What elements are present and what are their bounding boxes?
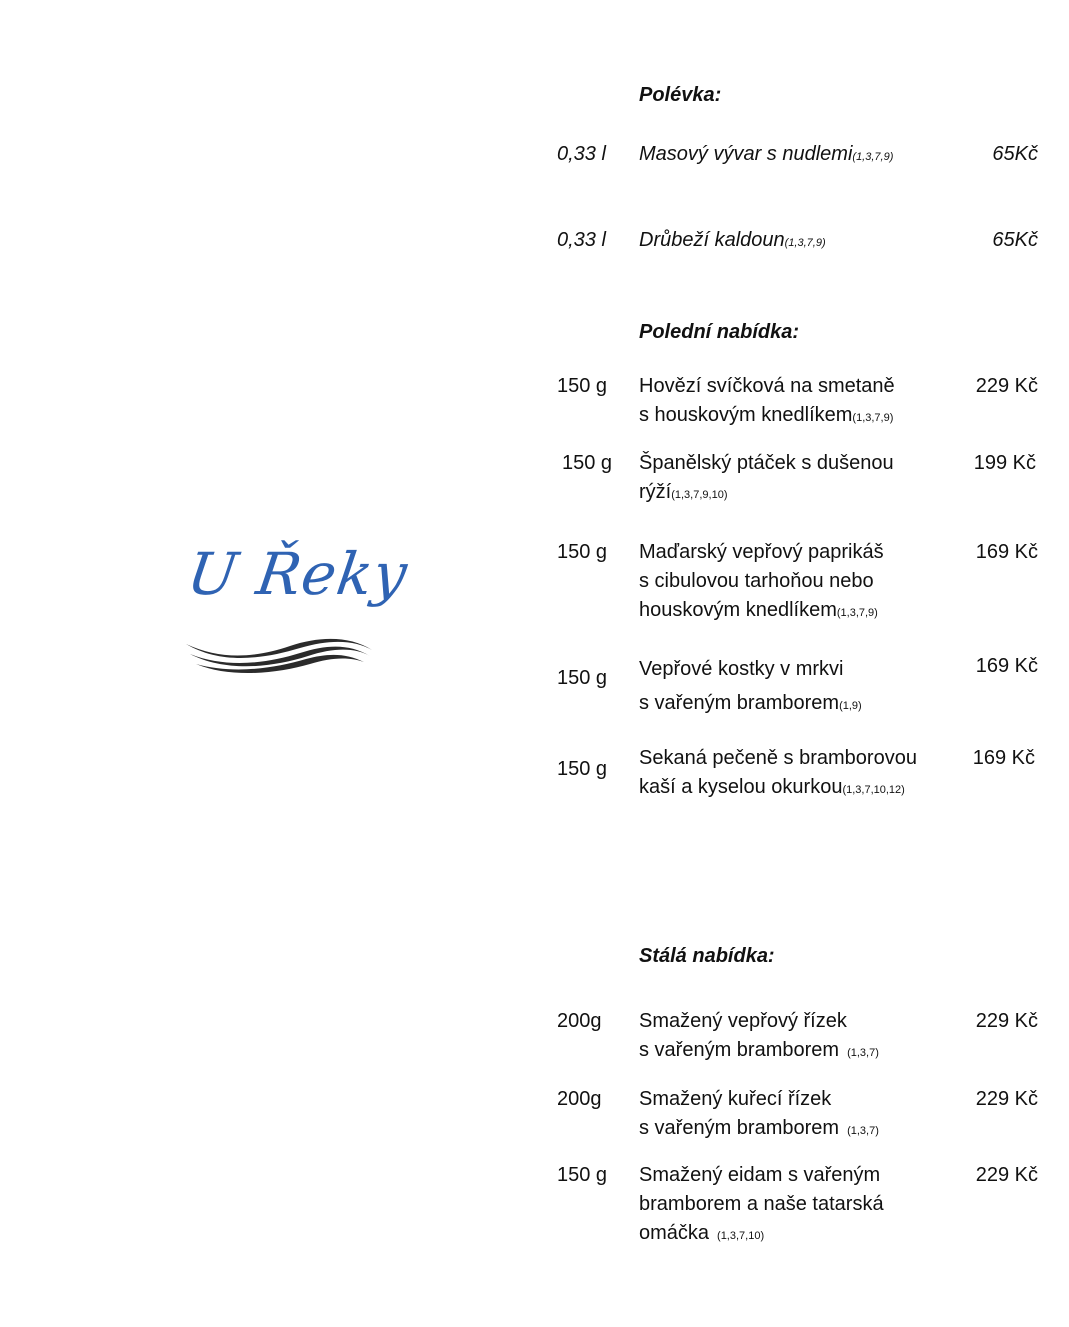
standing-2-qty: 200g bbox=[557, 1088, 602, 1110]
lunch-4-allergens: (1,9) bbox=[839, 700, 862, 712]
standing-2-allergens: (1,3,7) bbox=[847, 1125, 879, 1137]
soup-2-price: 65Kč bbox=[992, 229, 1038, 251]
standing-3-line3-row bbox=[639, 1219, 884, 1251]
lunch-4-line1: Vepřové kostky v mrkvi bbox=[639, 658, 844, 680]
lunch-2-line1: Španělský ptáček s dušenou bbox=[639, 452, 894, 474]
standing-3-allergens: (1,3,7,10) bbox=[717, 1230, 765, 1242]
lunch-2-allergens: (1,3,7,9,10) bbox=[671, 489, 728, 501]
standing-2-name bbox=[639, 1085, 879, 1146]
lunch-4-qty: 150 g bbox=[557, 667, 608, 689]
standing-2-line2: s vařeným bramborem bbox=[639, 1117, 840, 1139]
lunch-3-line3-row bbox=[639, 596, 884, 628]
lunch-2-name bbox=[639, 449, 894, 510]
lunch-1-allergens: (1,3,7,9) bbox=[852, 412, 894, 424]
lunch-4-price: 169 Kč bbox=[975, 655, 1038, 677]
standing-2-line2-row bbox=[639, 1114, 879, 1146]
lunch-4-name bbox=[639, 652, 862, 723]
standing-3-qty: 150 g bbox=[557, 1164, 608, 1186]
soup-2-allergens: (1,3,7,9) bbox=[784, 237, 826, 249]
section-heading-lunch: Polední nabídka: bbox=[639, 321, 800, 343]
lunch-3-line3: houskovým knedlíkem bbox=[639, 599, 837, 621]
lunch-3-qty: 150 g bbox=[557, 541, 608, 563]
standing-3-line2: bramborem a naše tatarská bbox=[639, 1193, 884, 1215]
soup-1-qty: 0,33 l bbox=[557, 143, 606, 165]
lunch-4-line2: s vařeným bramborem bbox=[639, 692, 840, 714]
lunch-5-line1: Sekaná pečeně s bramborovou bbox=[639, 747, 917, 769]
standing-3-line3: omáčka bbox=[639, 1222, 710, 1244]
standing-1-line1: Smažený vepřový řízek bbox=[639, 1010, 847, 1032]
lunch-3-allergens: (1,3,7,9) bbox=[836, 607, 878, 619]
lunch-1-line1: Hovězí svíčková na smetaně bbox=[639, 375, 895, 397]
lunch-1-qty: 150 g bbox=[557, 375, 608, 397]
lunch-1-line2-row bbox=[639, 401, 895, 433]
restaurant-logo bbox=[180, 540, 413, 680]
standing-2-price: 229 Kč bbox=[975, 1088, 1038, 1110]
soup-2-name-text: Drůbeží kaldoun bbox=[639, 229, 785, 251]
lunch-2-price: 199 Kč bbox=[973, 452, 1036, 474]
lunch-3-line1: Maďarský vepřový paprikáš bbox=[639, 541, 884, 563]
soup-1-allergens: (1,3,7,9) bbox=[852, 151, 894, 163]
lunch-5-qty: 150 g bbox=[557, 758, 608, 780]
standing-1-qty: 200g bbox=[557, 1010, 602, 1032]
lunch-5-name bbox=[639, 744, 917, 805]
lunch-5-price: 169 Kč bbox=[972, 747, 1035, 769]
lunch-5-allergens: (1,3,7,10,12) bbox=[842, 784, 905, 796]
lunch-5-line2: kaší a kyselou okurkou bbox=[639, 776, 843, 798]
lunch-3-name bbox=[639, 538, 884, 628]
standing-1-allergens: (1,3,7) bbox=[847, 1047, 879, 1059]
lunch-2-line2-row bbox=[639, 478, 894, 510]
soup-1-price: 65Kč bbox=[992, 143, 1038, 165]
lunch-4-line2-row bbox=[639, 686, 862, 723]
soup-2-name bbox=[639, 226, 826, 258]
standing-2-line1: Smažený kuřecí řízek bbox=[639, 1088, 832, 1110]
section-heading-standing: Stálá nabídka: bbox=[639, 945, 775, 967]
standing-1-line2: s vařeným bramborem bbox=[639, 1039, 840, 1061]
lunch-1-line2: s houskovým knedlíkem bbox=[639, 404, 853, 426]
lunch-2-qty: 150 g bbox=[562, 452, 613, 474]
section-heading-soup: Polévka: bbox=[639, 84, 722, 106]
lunch-5-line2-row bbox=[639, 773, 917, 805]
standing-3-name bbox=[639, 1161, 884, 1251]
soup-1-name bbox=[639, 140, 893, 172]
lunch-1-name bbox=[639, 372, 895, 433]
lunch-3-price: 169 Kč bbox=[975, 541, 1038, 563]
standing-3-price: 229 Kč bbox=[975, 1164, 1038, 1186]
standing-1-line2-row bbox=[639, 1036, 879, 1068]
wave-icon bbox=[180, 626, 380, 676]
logo-text: U Řeky bbox=[183, 540, 413, 608]
standing-1-price: 229 Kč bbox=[975, 1010, 1038, 1032]
standing-3-line1: Smažený eidam s vařeným bbox=[639, 1164, 881, 1186]
lunch-1-price: 229 Kč bbox=[975, 375, 1038, 397]
soup-2-qty: 0,33 l bbox=[557, 229, 606, 251]
standing-1-name bbox=[639, 1007, 879, 1068]
soup-1-name-text: Masový vývar s nudlemi bbox=[639, 143, 853, 165]
lunch-3-line2: s cibulovou tarhoňou nebo bbox=[639, 570, 874, 592]
lunch-2-line2: rýží bbox=[639, 481, 672, 503]
